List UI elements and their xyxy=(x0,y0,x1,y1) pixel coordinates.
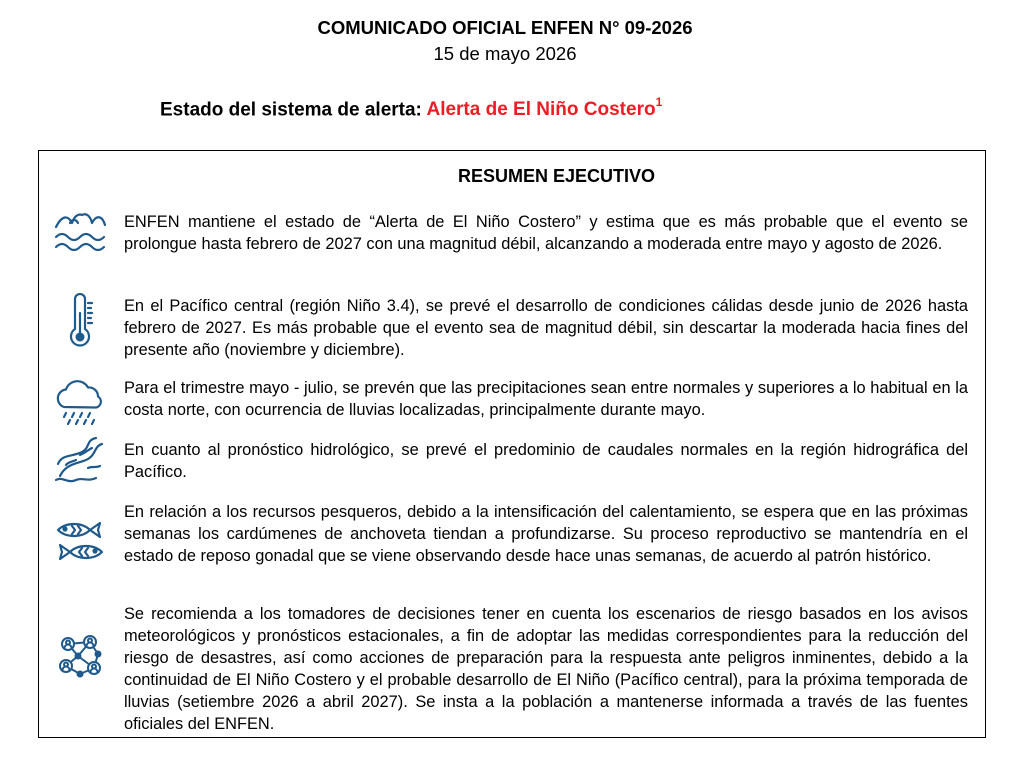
summary-item-text: En el Pacífico central (región Niño 3.4), se prevé el desarrollo de condiciones cálidas desde junio de 2026 hasta febrero de 2027. Es más probable que el evento sea de magnitud débil, sin descartar la moderada hacia fines del presente año (noviembre y diciembre). xyxy=(124,297,968,359)
waves-icon xyxy=(52,205,108,261)
fish-icon xyxy=(52,514,108,570)
summary-item xyxy=(124,439,968,483)
summary-item xyxy=(124,295,968,361)
summary-item xyxy=(124,211,968,255)
river-icon xyxy=(52,432,108,488)
executive-summary-title: RESUMEN EJECUTIVO xyxy=(458,166,656,186)
document-title: COMUNICADO OFICIAL ENFEN N° 09-2026 xyxy=(317,17,693,38)
alert-value-wrap xyxy=(426,95,663,121)
network-people-icon xyxy=(52,628,108,684)
summary-item-text: Para el trimestre mayo - julio, se prevén que las precipitaciones sean entre normales y superiores a lo habitual en la costa norte, con ocurrencia de lluvias localizadas, principalmente durante mayo. xyxy=(124,379,968,419)
summary-item xyxy=(124,377,968,421)
thermometer-icon xyxy=(52,293,108,349)
alert-footnote: 1 xyxy=(655,95,663,109)
document-date: 15 de mayo 2026 xyxy=(433,43,577,64)
alert-value: Alerta de El Niño Costero xyxy=(426,99,656,121)
alert-status-line xyxy=(160,97,662,121)
summary-item xyxy=(124,603,968,735)
alert-label: Estado del sistema de alerta: xyxy=(160,99,422,121)
summary-item xyxy=(124,501,968,567)
summary-item-text: ENFEN mantiene el estado de “Alerta de El Niño Costero” y estima que es más probable que el evento se prolongue hasta febrero de 2027 con una magnitud débil, alcanzando a moderada entre mayo y agosto de 2026. xyxy=(124,213,968,253)
summary-item-text: En cuanto al pronóstico hidrológico, se prevé el predominio de caudales normales en la región hidrográfica del Pacífico. xyxy=(124,441,968,481)
summary-item-text: En relación a los recursos pesqueros, debido a la intensificación del calentamiento, se espera que en las próximas semanas los cardúmenes de anchoveta tiendan a profundizarse. Su proceso reproductivo se mantendría en el estado de reposo gonadal que se viene observando desde hace unas semanas, de acuerdo al patrón histórico. xyxy=(124,503,968,565)
summary-item-text: Se recomienda a los tomadores de decisiones tener en cuenta los escenarios de riesgo basados en los avisos meteorológicos y pronósticos estacionales, a fin de adoptar las medidas correspondientes para la reducción del riesgo de desastres, así como acciones de preparación para la respuesta ante peligros inminentes, debido a la continuidad de El Niño Costero y el probable desarrollo de El Niño (Pacífico central), para la próxima temporada de lluvias (setiembre 2026 a abril 2027). Se insta a la población a mantenerse informada a través de las fuentes oficiales del ENFEN. xyxy=(124,605,968,733)
rain-cloud-icon xyxy=(52,373,108,429)
